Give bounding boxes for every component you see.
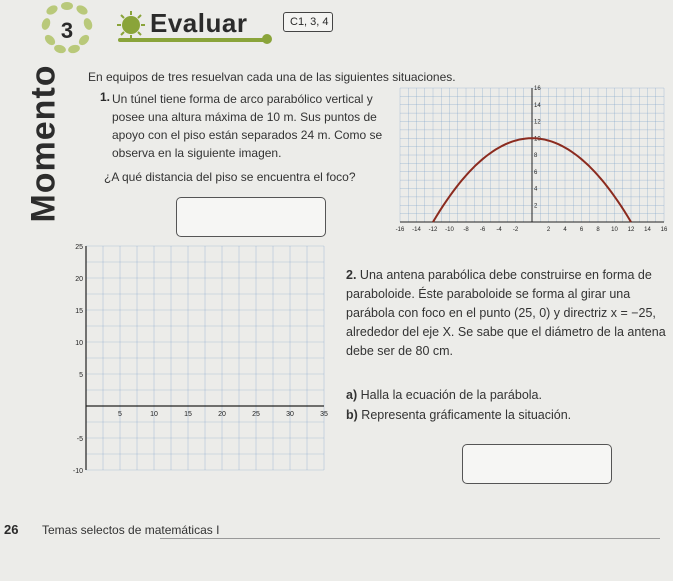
item-a-text: Halla la ecuación de la parábola. (360, 388, 542, 402)
x-tick-label: 10 (611, 227, 618, 233)
answer-box-1[interactable] (176, 197, 326, 237)
x-tick-label: 5 (118, 411, 122, 418)
title-underline-dot (262, 34, 272, 44)
y-tick-label: 15 (75, 308, 83, 315)
problem2-text: Una antena parabólica debe construirse en forma de paraboloide. Éste paraboloide se forma al girar una parábola con foco en el punto (25, 0) y directriz x = −25, alrededor del eje X. Se sabe que el diámetro de la antena debe ser de 80 cm. (346, 268, 666, 358)
y-tick-label: 4 (534, 186, 538, 193)
y-tick-label: 25 (75, 244, 83, 251)
footer-rule (160, 538, 660, 539)
y-tick-label: 8 (534, 153, 538, 159)
item-b-letter: b) (346, 408, 358, 422)
x-tick-label: -10 (445, 227, 454, 233)
y-tick-label: 12 (534, 119, 541, 126)
x-tick-label: 4 (563, 227, 567, 233)
y-tick-label: 20 (75, 276, 83, 283)
x-tick-label: -2 (512, 227, 519, 233)
x-tick-label: 25 (252, 411, 260, 418)
page-number: 26 (4, 522, 19, 537)
x-tick-label: 10 (150, 411, 158, 418)
x-tick-label: 20 (218, 411, 226, 418)
x-tick-label: 30 (286, 411, 294, 418)
y-tick-label: 2 (534, 203, 538, 210)
title-underline (118, 38, 268, 42)
x-tick-label: 2 (546, 227, 551, 233)
y-tick-label: 5 (79, 372, 83, 379)
y-tick-label: -10 (72, 468, 83, 475)
item-b-text: Representa gráficamente la situación. (361, 408, 572, 422)
y-tick-label: 10 (75, 340, 83, 347)
x-tick-label: -8 (463, 227, 469, 233)
instructions: En equipos de tres resuelvan cada una de las siguientes situaciones. (88, 70, 456, 84)
moment-number: 3 (60, 18, 74, 43)
antenna-grid-chart (62, 240, 332, 476)
problem2-item-a (346, 388, 542, 402)
y-tick-label: 14 (534, 102, 541, 109)
x-tick-label: 16 (660, 227, 668, 233)
evaluar-sun-icon (116, 10, 146, 40)
competency-tag: C1, 3, 4 (283, 12, 333, 32)
y-tick-label: 16 (534, 86, 541, 92)
y-tick-label: 10 (534, 136, 541, 143)
problem1-number: 1. (100, 90, 111, 104)
x-tick-label: -16 (395, 227, 405, 233)
x-tick-label: 14 (644, 227, 651, 233)
x-tick-label: -4 (496, 227, 502, 233)
x-tick-label: 15 (184, 411, 192, 418)
x-tick-label: 12 (627, 227, 635, 233)
answer-box-2[interactable] (462, 444, 612, 484)
x-tick-label: -6 (479, 227, 486, 233)
x-tick-label: 6 (579, 227, 584, 233)
y-tick-label: -5 (76, 436, 83, 443)
problem2-number: 2. (346, 268, 357, 282)
x-tick-label: -12 (428, 227, 438, 233)
y-tick-label: 6 (534, 169, 538, 176)
tunnel-parabola-chart (394, 84, 668, 234)
problem1-question: ¿A qué distancia del piso se encuentra el foco? (104, 170, 356, 184)
sidebar-word: Momento (24, 63, 63, 223)
x-tick-label: 35 (320, 411, 328, 418)
book-title: Temas selectos de matemáticas I (42, 523, 220, 537)
item-a-letter: a) (346, 388, 358, 402)
sidebar-moment-label (24, 58, 64, 228)
problem2-block (346, 266, 668, 361)
x-tick-label: -14 (412, 227, 421, 233)
problem2-item-b (346, 408, 571, 422)
x-tick-label: 8 (596, 227, 600, 233)
section-title: Evaluar (150, 8, 248, 38)
problem1-text: Un túnel tiene forma de arco parabólico vertical y posee una altura máxima de 10 m. Sus puntos de apoyo con el piso están separados 24 m. Como se observa en la siguiente imagen. (112, 92, 383, 160)
